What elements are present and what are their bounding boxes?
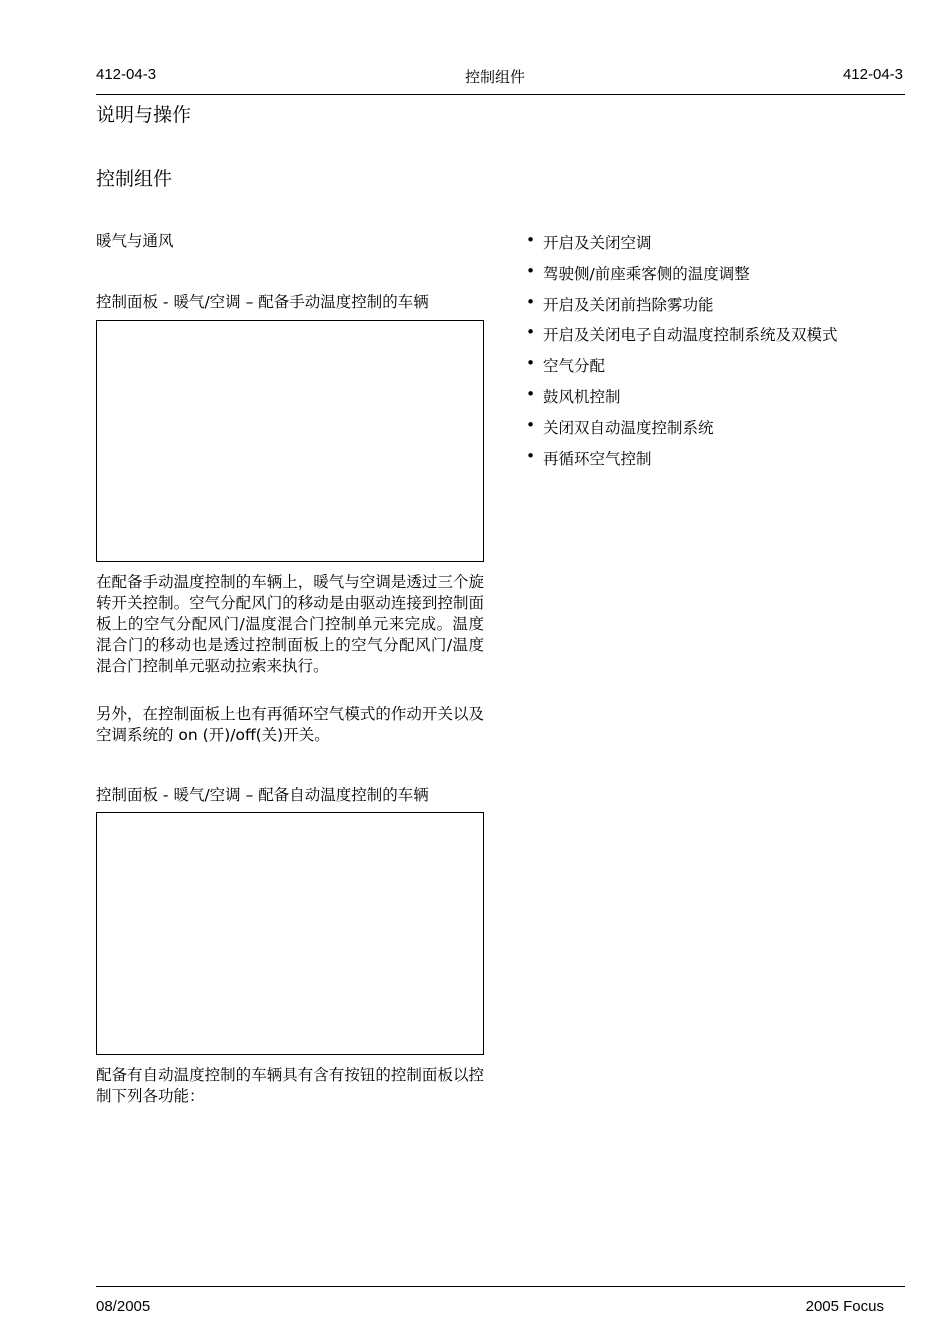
subheading-heating-ventilation: 暖气与通风 [96,232,174,250]
header-title: 控制组件 [465,69,526,86]
footer-rule [96,1286,905,1287]
list-item: • 驾驶侧/前座乘客侧的温度调整 [526,261,750,283]
figure1-caption: 控制面板 - 暖气/空调 – 配备手动温度控制的车辆 [96,293,429,311]
function-list [526,231,838,477]
list-item: • 鼓风机控制 [526,384,621,406]
figure1-frame [96,320,484,562]
paragraph-auto-control: 配备有自动温度控制的车辆具有含有按钮的控制面板以控制下列各功能： [96,1066,484,1105]
list-item: • 再循环空气控制 [526,446,652,468]
list-item: • 空气分配 [526,354,606,376]
list-item: • 开启及关闭空调 [526,231,652,252]
list-item: • 关闭双自动温度控制系统 [526,415,714,437]
list-item-text: 开启及关闭电子自动温度控制系统及双模式 [543,326,838,345]
list-item-text: 开启及关闭空调 [543,234,652,252]
paragraph-manual-control: 在配备手动温度控制的车辆上，暖气与空调是透过三个旋转开关控制。空气分配风门的移动是由驱动连接到控制面板上的空气分配风门/温度混合门控制单元来完成。温度混合门的移动也是透过控制面板上的空气分配风门/温度混合门控制单元驱动拉索来执行。 [96,573,484,675]
figure2-caption: 控制面板 - 暖气/空调 – 配备自动温度控制的车辆 [96,786,429,804]
list-item-text: 开启及关闭前挡除雾功能 [543,295,714,314]
header-right-code: 412-04-3 [842,66,903,83]
section-title: 说明与操作 [96,104,192,126]
footer-model: 2005 Focus [805,1298,884,1315]
list-item: • 开启及关闭电子自动温度控制系统及双模式 [526,323,838,345]
list-item-text: 鼓风机控制 [543,387,621,406]
header-left-code: 412-04-3 [96,66,157,83]
list-item-text: 再循环空气控制 [543,449,652,468]
page-heading: 控制组件 [96,168,173,190]
list-item: • 开启及关闭前挡除雾功能 [526,292,714,314]
figure2-frame [96,812,484,1055]
list-item-text: 驾驶侧/前座乘客侧的温度调整 [543,264,750,283]
header-rule [96,94,905,95]
list-item-text: 空气分配 [543,357,606,376]
paragraph-recirculation: 另外，在控制面板上也有再循环空气模式的作动开关以及空调系统的 on (开)/off(关)开关。 [96,705,484,744]
list-item-text: 关闭双自动温度控制系统 [543,418,714,437]
footer-date: 08/2005 [96,1298,151,1315]
